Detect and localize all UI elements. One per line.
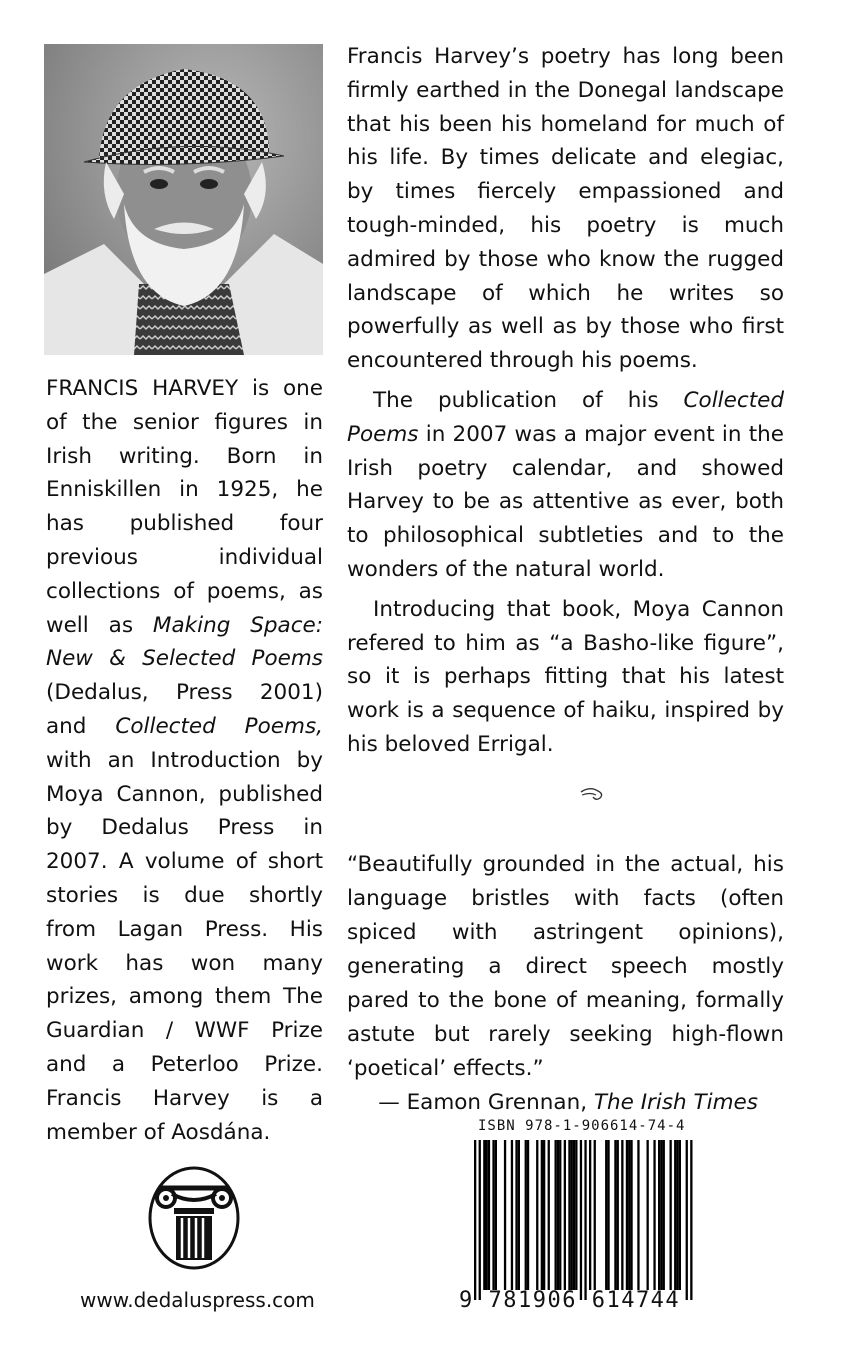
description-paragraph-2: The publication of his Collected Poems in 2007 was a major event in the Irish poetry calendar, and showed Harvey to be as attentive as ever, both to philosophical subtleties and to the wonders of the natural world.: [347, 387, 784, 582]
barcode-bar: [525, 1140, 527, 1290]
barcode-bar: [536, 1140, 538, 1290]
barcode-bar: [690, 1140, 692, 1300]
book-description: [347, 40, 784, 762]
barcode-bar: [617, 1140, 619, 1290]
barcode-bar: [628, 1140, 630, 1290]
barcode-bar: [557, 1140, 559, 1290]
barcode-bar: [568, 1140, 570, 1290]
quote-attribution: — Eamon Grennan, The Irish Times: [378, 1090, 758, 1115]
barcode-bar: [614, 1140, 616, 1290]
barcode-bar: [492, 1140, 494, 1290]
barcode-bar: [564, 1140, 566, 1290]
barcode-bar: [518, 1140, 520, 1290]
author-bio-text: FRANCIS HARVEY is one of the senior figures in Irish writing. Born in Enniskillen in 1925, he has published four previous individual collections of poems, as well as Making Space: New & Selected Poems (Dedalus, Press 2001) and Collected Poems, with an Introduction by Moya Cannon, published by Dedalus Press in 2007. A volume of short stories is due shortly from Lagan Press. His work has won many prizes, among them The Guardian / WWF Prize and a Peterloo Prize. Francis Harvey is a member of Aosdána.: [46, 376, 323, 1145]
barcode-bar: [571, 1140, 573, 1290]
barcode-bar: [495, 1140, 497, 1290]
barcode-bar: [483, 1140, 485, 1290]
barcode-bar: [515, 1140, 517, 1290]
barcode-bar: [686, 1140, 688, 1300]
barcode-bar: [676, 1140, 678, 1290]
review-quote: [347, 848, 784, 1120]
barcode-bar: [658, 1140, 660, 1290]
barcode-bar: [580, 1140, 582, 1300]
barcode-bar: [559, 1140, 561, 1290]
barcode-bar: [555, 1140, 557, 1290]
barcode-bar: [670, 1140, 672, 1290]
barcode-bar: [486, 1140, 488, 1290]
barcode-bar: [605, 1140, 607, 1290]
barcode-bar: [584, 1140, 586, 1300]
flourish-ornament-icon: [578, 784, 608, 804]
author-photo: [44, 44, 323, 355]
barcode-bar: [541, 1140, 543, 1290]
barcode-bar: [630, 1140, 632, 1290]
quote-text: “Beautifully grounded in the actual, his language bristles with facts (often spiced with astringent opinions), generating a direct speech mostly pared to the bone of meaning, formally astute but rarely seeking high-flown ‘poetical’ effects.”: [347, 852, 784, 1081]
barcode-bar: [543, 1140, 545, 1290]
barcode-bar: [674, 1140, 676, 1290]
description-paragraph-3: Introducing that book, Moya Cannon refered to him as “a Basho-like figure”, so it is perhaps fitting that his latest work is a sequence of haiku, inspired by his beloved Errigal.: [347, 596, 784, 757]
ionic-column-logo-icon: [148, 1158, 240, 1270]
barcode-bar: [660, 1140, 662, 1290]
barcode-bar: [548, 1140, 550, 1290]
author-bio: [46, 372, 323, 1149]
barcode-bar: [527, 1140, 529, 1290]
barcode-bar: [637, 1140, 639, 1290]
barcode-bar: [474, 1140, 476, 1300]
description-paragraph-1: Francis Harvey’s poetry has long been firmly earthed in the Donegal landscape that his been his homeland for much of his life. By times delicate and elegiac, by times fiercely empassioned and tough-minded, his poetry is much admired by those who know the rugged landscape of which he writes so powerfully as well as by those who first encountered through his poems.: [347, 44, 784, 374]
barcode-bar: [594, 1140, 596, 1290]
barcode-bar: [679, 1140, 681, 1290]
barcode-bar: [479, 1140, 481, 1300]
barcode-bar: [511, 1140, 513, 1290]
barcode-bar: [488, 1140, 490, 1290]
barcode-bar: [573, 1140, 575, 1290]
barcode-bar: [626, 1140, 628, 1290]
barcode-bar: [653, 1140, 655, 1290]
isbn-label: ISBN 978-1-906614-74-4: [478, 1118, 686, 1134]
barcode-bar: [647, 1140, 649, 1290]
barcode-bar: [575, 1140, 577, 1290]
barcode-digits: 9 781906 614744: [459, 1288, 681, 1313]
barcode-bar: [607, 1140, 609, 1290]
publisher-website[interactable]: www.dedaluspress.com: [80, 1288, 315, 1312]
barcode-bar: [663, 1140, 665, 1290]
barcode-bar: [621, 1140, 623, 1290]
barcode-bar: [504, 1140, 506, 1290]
barcode-bar: [589, 1140, 591, 1290]
